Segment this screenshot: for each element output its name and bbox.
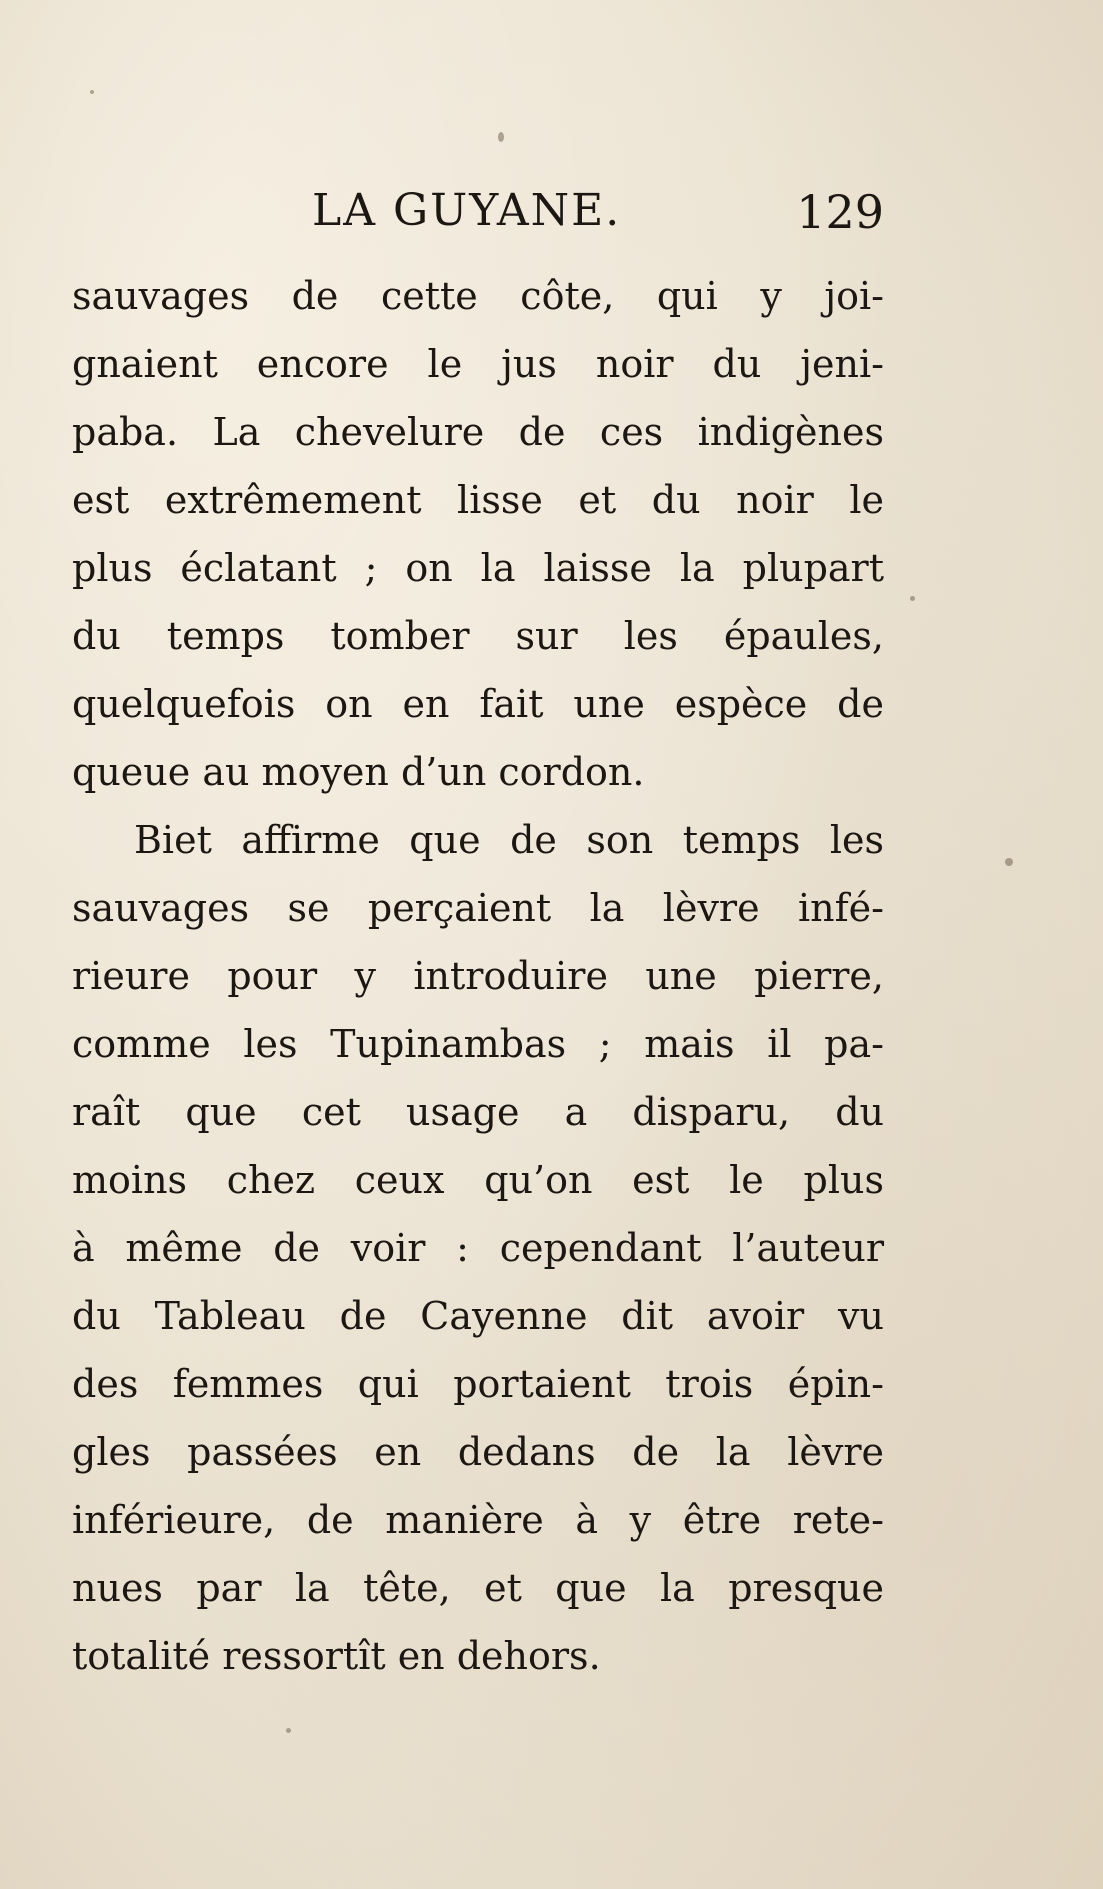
text-line: queue au moyen d’un cordon. [72,750,645,794]
text-line: Biet affirme que de son temps les [134,818,884,862]
text-line: sauvages de cette côte, qui y joi- [72,274,884,318]
text-line: paba. La chevelure de ces indigènes [72,410,884,454]
text-line: des femmes qui portaient trois épin- [72,1362,884,1406]
text-line: est extrêmement lisse et du noir le [72,478,884,522]
paragraph [72,806,884,1690]
text-line: raît que cet usage a disparu, du [72,1090,884,1134]
page-number: 129 [796,185,884,239]
paragraph [72,262,884,806]
text-line: gnaient encore le jus noir du jeni- [72,342,884,386]
text-line: gles passées en dedans de la lèvre [72,1430,884,1474]
paper-speck [1005,858,1013,866]
text-line: moins chez ceux qu’on est le plus [72,1158,884,1202]
text-line: sauvages se perçaient la lèvre infé- [72,886,884,930]
text-line: à même de voir : cependant l’auteur [72,1226,884,1270]
text-line: rieure pour y introduire une pierre, [72,954,884,998]
text-line: totalité ressortît en dehors. [72,1634,601,1678]
running-title: LA GUYANE. [312,185,622,236]
text-line: quelquefois on en fait une espèce de [72,682,884,726]
page-header [72,185,884,255]
text-line: nues par la tête, et que la presque [72,1566,884,1610]
text-line: du Tableau de Cayenne dit avoir vu [72,1294,884,1338]
paper-speck [910,596,915,601]
text-line: inférieure, de manière à y être rete- [72,1498,884,1542]
text-line: comme les Tupinambas ; mais il pa- [72,1022,884,1066]
paper-speck [286,1728,291,1733]
body-text [72,262,884,1690]
paper-speck [498,132,504,142]
text-line: plus éclatant ; on la laisse la plupart [72,546,884,590]
paper-speck [90,90,94,94]
text-line: du temps tomber sur les épaules, [72,614,884,658]
